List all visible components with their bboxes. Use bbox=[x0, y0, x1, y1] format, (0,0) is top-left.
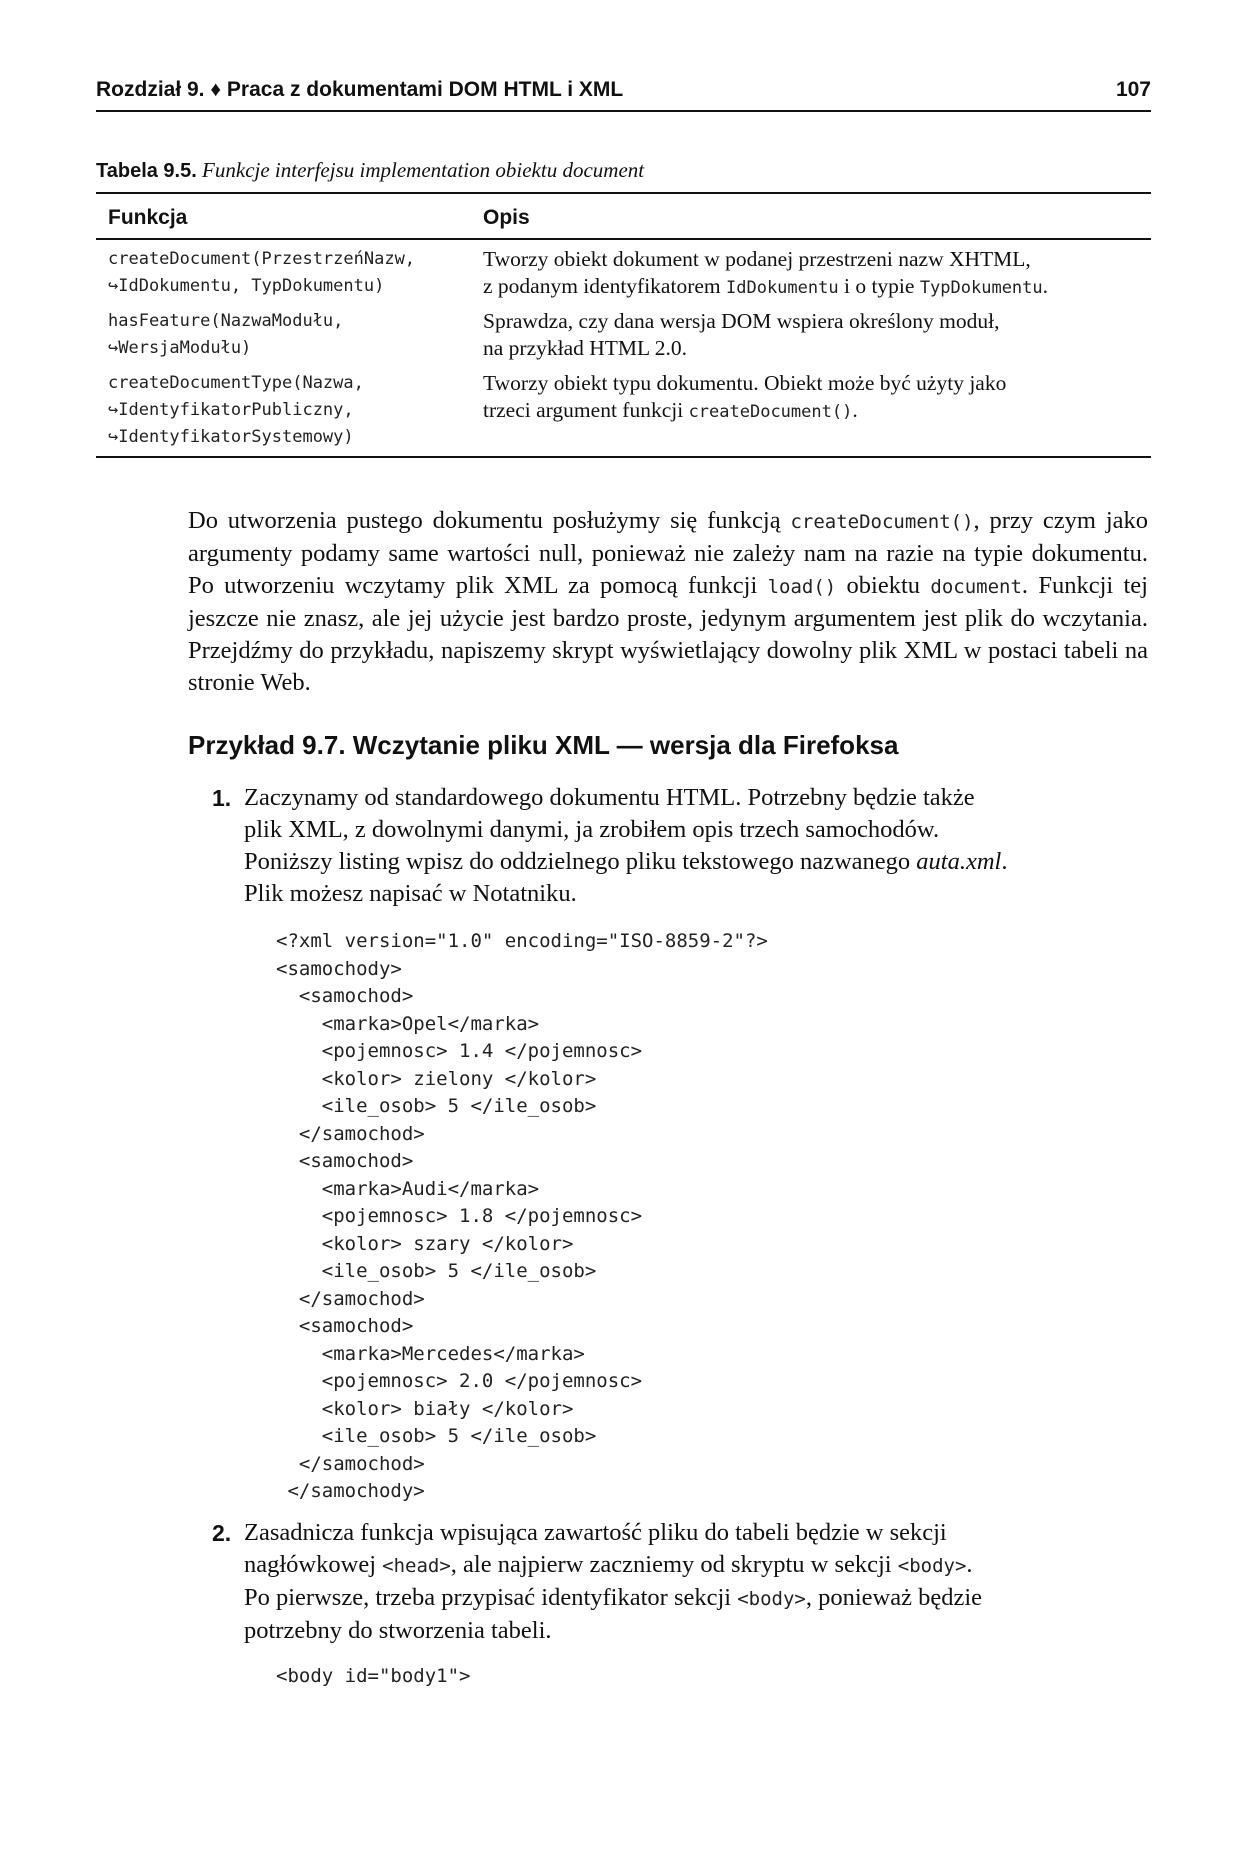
step-number: 2. bbox=[212, 1520, 232, 1546]
table-caption-label: Tabela 9.5. bbox=[96, 160, 197, 182]
xml-code-listing: <?xml version="1.0" encoding="ISO-8859-2"?> <samochody> <samochod> <marka>Opel</marka> <pojemnosc> 1.4 </pojemnosc> <kolor> zielony </kolor> <ile_osob> 5 </ile_osob> </samochod> <samochod> <marka>Audi</marka> <pojemnosc> 1.8 </pojemnosc> <kolor> szary </kolor> <ile_osob> 5 </ile_osob> </samochod> <samochod> <marka>Mercedes</marka> <pojemnosc> 2.0 </pojemnosc> <kolor> biały </kolor> <ile_osob> 5 </ile_osob> </samochod> </samochody> bbox=[276, 930, 768, 1502]
function-description: Tworzy obiekt typu dokumentu. Obiekt może być użyty jako trzeci argument funkcji createDocument(). bbox=[483, 371, 1007, 422]
column-header-description: Opis bbox=[483, 206, 530, 229]
page-number: 107 bbox=[1115, 78, 1151, 101]
chapter-title: Rozdział 9. ♦ Praca z dokumentami DOM HTML i XML bbox=[96, 78, 624, 101]
example-title: Przykład 9.7. Wczytanie pliku XML — wersja dla Firefoksa bbox=[188, 730, 899, 760]
intro-paragraph: Do utworzenia pustego dokumentu posłużymy się funkcją createDocument(), przy czym jako argumenty podamy same wartości null, ponieważ nie zależy nam na razie na typie dokumentu. Po utworzeniu wczytamy plik XML za pomocą funkcji load() obiektu document. Funkcji tej jeszcze nie znasz, ale jej użycie jest bardzo proste, jedynym argumentem jest plik do wczytania. Przejdźmy do przykładu, napiszemy skrypt wyświetlający dowolny plik XML w postaci tabeli na stronie Web. bbox=[188, 507, 1148, 696]
step-text: Zasadnicza funkcja wpisująca zawartość pliku do tabeli będzie w sekcji nagłówkowej <head>, ale najpierw zaczniemy od skryptu w sekcji <body>. Po pierwsze, trzeba przypisać identyfikator sekcji <body>, ponieważ będzie potrzebny do stworzenia tabeli. bbox=[244, 1519, 983, 1644]
function-description: Sprawdza, czy dana wersja DOM wspiera określony moduł, na przykład HTML 2.0. bbox=[483, 309, 1000, 360]
function-signature: hasFeature(NazwaModułu, ↪WersjaModułu) bbox=[108, 311, 344, 358]
table-row bbox=[96, 240, 1151, 302]
body-code-listing: <body id="body1"> bbox=[276, 1665, 471, 1687]
table-row bbox=[96, 364, 1151, 456]
function-signature: createDocumentType(Nazwa, ↪IdentyfikatorPubliczny, ↪IdentyfikatorSystemowy) bbox=[108, 373, 364, 447]
table-row bbox=[96, 302, 1151, 364]
column-header-function: Funkcja bbox=[108, 206, 188, 229]
table-caption-text: Funkcje interfejsu implementation obiektu document bbox=[202, 158, 645, 182]
function-signature: createDocument(PrzestrzeńNazw, ↪IdDokumentu, TypDokumentu) bbox=[108, 249, 416, 296]
functions-table bbox=[96, 192, 1151, 458]
function-description: Tworzy obiekt dokument w podanej przestrzeni nazw XHTML, z podanym identyfikatorem IdDokumentu i o typie TypDokumentu. bbox=[483, 247, 1049, 298]
table-caption bbox=[96, 158, 644, 183]
step-text: Zaczynamy od standardowego dokumentu HTML. Potrzebny będzie także plik XML, z dowolnymi danymi, ja zrobiłem opis trzech samochodów. Poniższy listing wpisz do oddzielnego pliku tekstowego nazwanego auta.xml. Plik możesz napisać w Notatniku. bbox=[244, 784, 1008, 907]
running-header bbox=[96, 78, 1151, 112]
table-header-row bbox=[96, 194, 1151, 238]
step-number: 1. bbox=[212, 785, 232, 811]
